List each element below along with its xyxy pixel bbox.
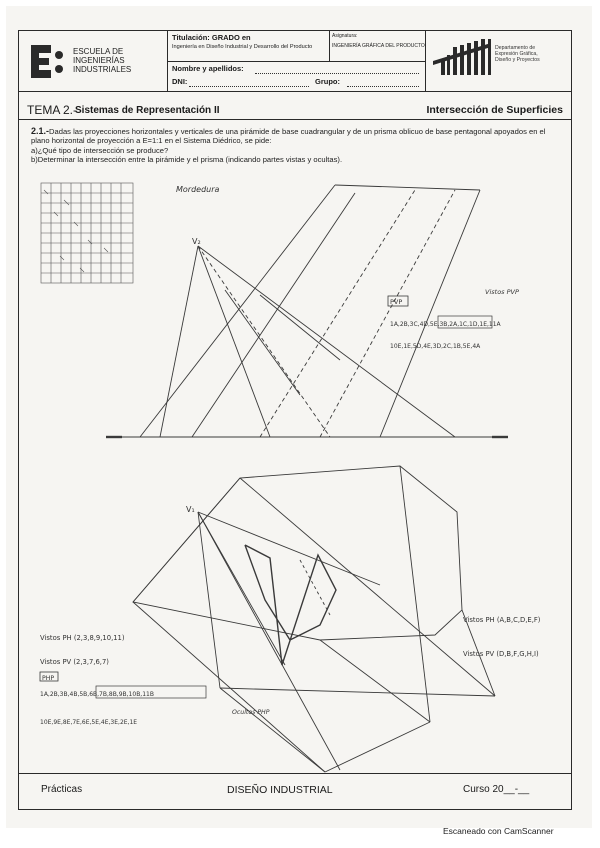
asignatura-label: Asignatura:: [332, 33, 358, 39]
dept-line-3: Diseño y Proyectos: [495, 57, 540, 63]
titulacion-sub: Ingeniería en Diseño Industrial y Desarrollo del Producto: [172, 44, 313, 50]
label-ocultos-php: Ocultos PHP: [232, 709, 270, 716]
grupo-label: Grupo:: [315, 77, 340, 86]
sketch-grid: [41, 183, 133, 283]
vistos-ph-left: Vistos PH (2,3,8,9,10,11): [40, 634, 125, 642]
question-a: a)¿Qué tipo de intersección se produce?: [31, 145, 169, 155]
pvp-sequence-2: 10E,1E,5D,4E,3D,2C,1B,5E,4A: [390, 343, 481, 350]
vistos-ph-right: Vistos PH (A,B,C,D,E,F): [463, 616, 541, 624]
tema-title: Sistemas de Representación II: [75, 105, 220, 116]
exercise-number: 2.1.-: [31, 126, 50, 136]
pyramid-vertical-projection: [160, 246, 455, 437]
label-v2: V₂: [192, 237, 201, 246]
dni-label: DNI:: [172, 77, 188, 86]
footer-practicas: Prácticas: [41, 784, 83, 795]
tema-number: TEMA 2.-: [27, 103, 78, 117]
pyramid-horizontal-projection: [198, 512, 380, 770]
label-mordedura: Mordedura: [176, 185, 220, 194]
pvp-sequence-1: 1A,2B,3C,4D,5E,3B,2A,1C,1D,1E,11A: [390, 321, 501, 328]
asignatura-value: INGENIERÍA GRÁFICA DEL PRODUCTO: [332, 43, 425, 49]
nombre-label: Nombre y apellidos:: [172, 64, 244, 73]
question-b: b)Determinar la intersección entre la pirámide y el prisma (indicando partes vistas y ocultas).: [31, 155, 343, 165]
dept-line-1: Departamento de: [495, 45, 536, 51]
php-sequence-2: 10E,9E,8E,7E,6E,5E,4E,3E,2E,1E: [40, 719, 138, 726]
label-vistos-pvp: Vistos PVP: [485, 288, 519, 296]
tema-topic: Intersección de Superficies: [426, 104, 563, 116]
titulacion-title: Titulación: GRADO en: [172, 33, 251, 42]
exercise-text: Dadas las proyecciones horizontales y verticales de una pirámide de base cuadrangular y de un prisma oblicuo de base pentagonal apoyados en el plano horizontal de proyección a E=1:1 en el Sistema Diédrico, se pide:: [31, 127, 546, 146]
label-pvp-box: PVP: [390, 298, 403, 306]
label-v1: V₁: [186, 505, 195, 514]
php-sequence-1: 1A,2B,3B,4B,5B,6B,7B,8B,9B,10B,11B: [40, 691, 154, 698]
prism-vertical-projection: [140, 185, 480, 437]
footer-curso: Curso 20__-__: [463, 784, 530, 795]
scanner-watermark: Escaneado con CamScanner: [443, 826, 554, 836]
vistos-pv-left: Vistos PV (2,3,7,6,7): [40, 658, 109, 666]
label-php-box: PHP: [42, 675, 55, 682]
dept-line-2: Expresión Gráfica,: [495, 51, 538, 57]
school-name-line-3: INDUSTRIALES: [73, 65, 132, 74]
school-name-line-1: ESCUELA DE: [73, 47, 124, 56]
school-name-line-2: INGENIERÍAS: [73, 56, 125, 65]
footer-diseno: DISEÑO INDUSTRIAL: [227, 784, 333, 796]
vistos-pv-right: Vistos PV (D,B,F,G,H,I): [463, 650, 539, 658]
